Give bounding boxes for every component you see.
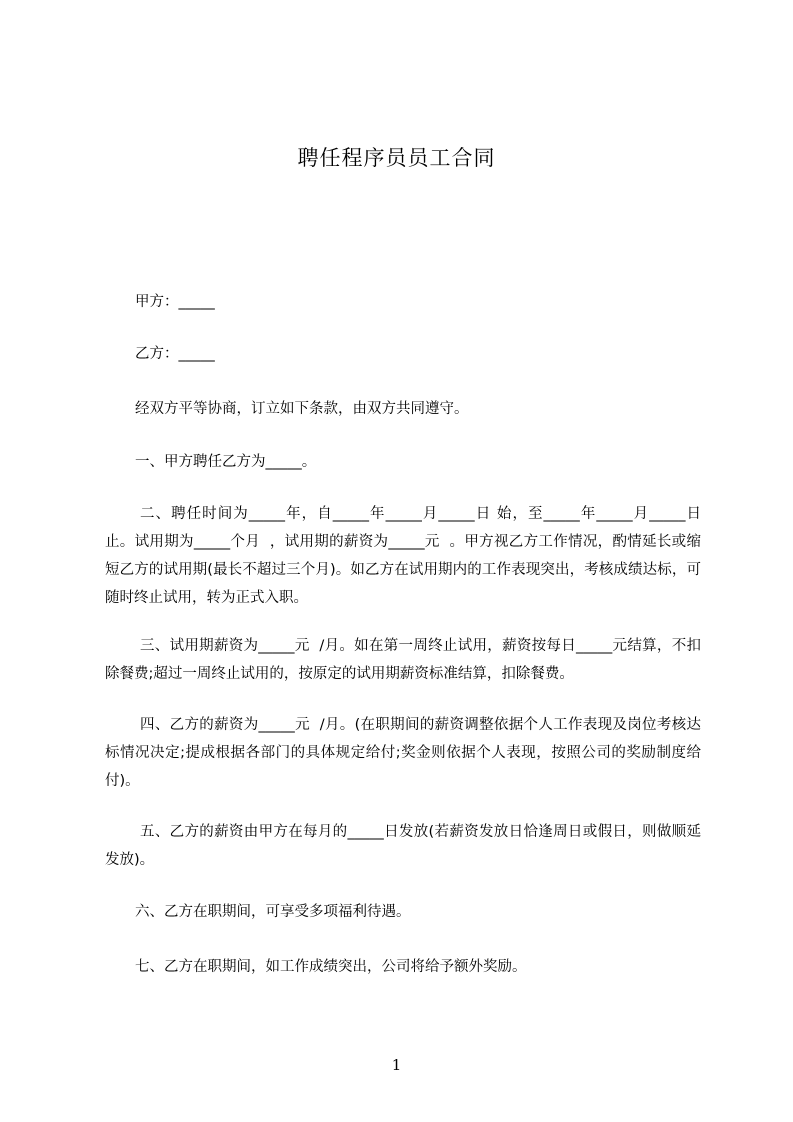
party-a-line: 甲方：_____	[135, 294, 215, 310]
clause-5: 五、乙方的薪资由甲方在每月的_____日发放(若薪资发放日恰逢周日或假日，则做顺延发放)。	[105, 824, 701, 868]
clause-4: 四、乙方的薪资为_____元 /月。(在职期间的薪资调整依据个人工作表现及岗位考核达标情况决定;提成根据各部门的具体规定给付;奖金则依据个人表现，按照公司的奖励制度给付)。	[105, 717, 701, 789]
page-number: 1	[391, 1056, 402, 1074]
clause-6: 六、乙方在职期间，可享受多项福利待遇。	[135, 904, 411, 920]
clause-7: 七、乙方在职期间，如工作成绩突出，公司将给予额外奖励。	[135, 959, 527, 975]
agreement-intro: 经双方平等协商，订立如下条款，由双方共同遵守。	[135, 401, 469, 417]
document-title: 聘任程序员员工合同	[297, 146, 496, 170]
clause-3: 三、试用期薪资为_____元 /月。如在第一周终止试用，薪资按每日_____元结算，不扣除餐费;超过一周终止试用的，按原定的试用期薪资标准结算，扣除餐费。	[105, 638, 701, 682]
party-b-line: 乙方：_____	[135, 346, 215, 362]
clause-1: 一、甲方聘任乙方为_____。	[135, 454, 317, 470]
clause-2: 二、聘任时间为_____年，自_____年_____月_____日 始，至_____年_____月_____日 止。试用期为_____个月 ，试用期的薪资为_____元 。甲方视乙方工作情况，酌情延长或缩短乙方的试用期(最长不超过三个月)。如乙方在试用期内的工作表现突出，考核成绩达标，可随时终止试用，转为正式入职。	[105, 506, 706, 606]
